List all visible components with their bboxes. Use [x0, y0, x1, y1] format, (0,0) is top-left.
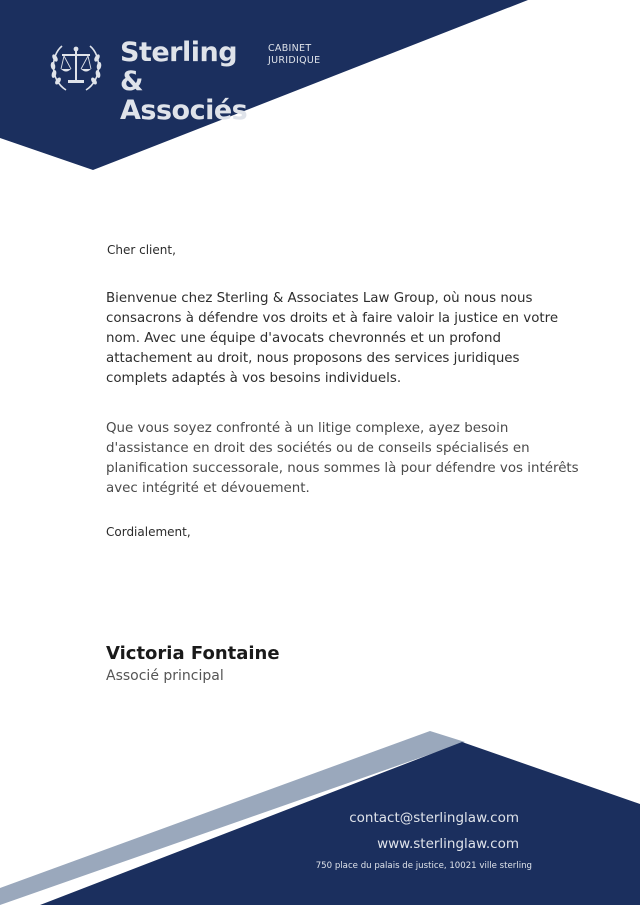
- brand-subtitle-line1: CABINET: [268, 43, 312, 54]
- letter-salutation: Cher client,: [107, 243, 176, 257]
- brand-subtitle: [268, 43, 348, 67]
- letter-paragraph-2: Que vous soyez confronté à un litige complexe, ayez besoin d'assistance en droit des sociétés ou de conseils spécialisés en planification successorale, nous sommes là pour défendre vos intérêts avec intégrité et dévouement.: [106, 421, 579, 496]
- contact-address: 750 place du palais de justice, 10021 ville sterling: [315, 861, 532, 871]
- brand-subtitle-line2: JURIDIQUE: [268, 55, 321, 66]
- signature-name: Victoria Fontaine: [106, 643, 280, 664]
- signature-title: Associé principal: [106, 668, 224, 684]
- letter-closing: Cordialement,: [106, 525, 191, 539]
- brand-name: Sterling & Associés: [120, 37, 248, 126]
- contact-website-link[interactable]: www.sterlinglaw.com: [377, 836, 519, 852]
- contact-email-link[interactable]: contact@sterlinglaw.com: [349, 810, 519, 826]
- letter-paragraph-1: Bienvenue chez Sterling & Associates Law Group, où nous nous consacrons à défendre vos droits et à faire valoir la justice en votre nom. Avec une équipe d'avocats chevronnés et un profond attachement au droit, nous proposons des services juridiques complets adaptés à vos besoins individuels.: [106, 291, 559, 386]
- scales-of-justice-laurel-icon: [44, 36, 108, 100]
